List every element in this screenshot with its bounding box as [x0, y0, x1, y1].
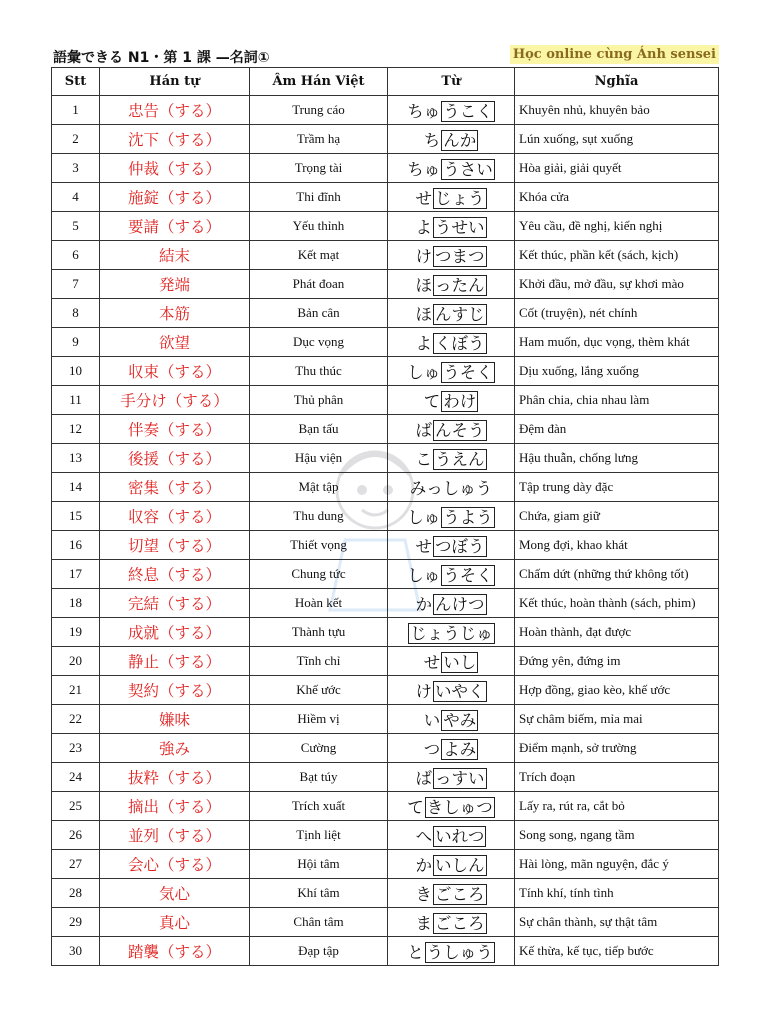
- kana-cell: [388, 850, 515, 879]
- table-row: [52, 734, 719, 763]
- kana-reading: [407, 939, 495, 963]
- table-row: [52, 328, 719, 357]
- kanji-cell: 成就（する）: [100, 618, 250, 647]
- row-number: 14: [52, 473, 100, 502]
- table-row: [52, 705, 719, 734]
- meaning-cell: Mong đợi, khao khát: [515, 531, 719, 560]
- kana-cell: [388, 212, 515, 241]
- meaning-cell: Ham muốn, dục vọng, thèm khát: [515, 328, 719, 357]
- kana-text: みっしゅう: [409, 479, 493, 498]
- meaning-cell: Tính khí, tính tình: [515, 879, 719, 908]
- hanviet-cell: Phát đoan: [250, 270, 388, 299]
- brand-tag: Học online cùng Ánh sensei: [510, 45, 719, 64]
- column-header-hanviet: Âm Hán Việt: [250, 68, 388, 96]
- table-row: [52, 444, 719, 473]
- hanviet-cell: Dục vọng: [250, 328, 388, 357]
- meaning-cell: Khóa cửa: [515, 183, 719, 212]
- kana-boxed-part: うせい: [435, 218, 485, 237]
- kana-cell: [388, 937, 515, 966]
- meaning-cell: Sự châm biếm, mỉa mai: [515, 705, 719, 734]
- hanviet-cell: Thiết vọng: [250, 531, 388, 560]
- meaning-cell: Phân chia, chia nhau làm: [515, 386, 719, 415]
- hanviet-cell: Chung tức: [250, 560, 388, 589]
- meaning-cell: Dịu xuống, lắng xuống: [515, 357, 719, 386]
- kana-cell: [388, 879, 515, 908]
- row-number: 26: [52, 821, 100, 850]
- kana-prefix: つ: [423, 740, 441, 759]
- hanviet-cell: Hiềm vị: [250, 705, 388, 734]
- kana-prefix: け: [415, 682, 432, 701]
- row-number: 16: [52, 531, 100, 560]
- meaning-cell: Sự chân thành, sự thật tâm: [515, 908, 719, 937]
- kana-reading: [407, 620, 495, 644]
- meaning-cell: Đứng yên, đứng im: [515, 647, 719, 676]
- row-number: 7: [52, 270, 100, 299]
- kana-prefix: よ: [415, 218, 432, 237]
- vocabulary-table: [51, 67, 719, 966]
- kana-prefix: い: [423, 711, 441, 730]
- kana-prefix: ま: [415, 914, 432, 933]
- meaning-cell: Chấm dứt (những thứ không tốt): [515, 560, 719, 589]
- kana-cell: [388, 444, 515, 473]
- kana-cell: [388, 270, 515, 299]
- kanji-cell: 契約（する）: [100, 676, 250, 705]
- kana-boxed-part: きしゅつ: [426, 798, 493, 817]
- row-number: 20: [52, 647, 100, 676]
- kana-cell: [388, 531, 515, 560]
- kana-boxed-part: うさい: [443, 160, 493, 179]
- kana-reading: [416, 678, 487, 702]
- kana-reading: [416, 852, 487, 876]
- kana-prefix: ちゅ: [407, 160, 441, 179]
- meaning-cell: Hoàn thành, đạt được: [515, 618, 719, 647]
- row-number: 6: [52, 241, 100, 270]
- table-row: [52, 647, 719, 676]
- table-row: [52, 879, 719, 908]
- kanji-cell: 終息（する）: [100, 560, 250, 589]
- meaning-cell: Trích đoạn: [515, 763, 719, 792]
- hanviet-cell: Hoàn kết: [250, 589, 388, 618]
- table-row: [52, 96, 719, 125]
- table-row: [52, 386, 719, 415]
- kana-cell: [388, 241, 515, 270]
- kana-boxed-part: くぼう: [435, 334, 485, 353]
- kana-boxed-part: うそく: [443, 566, 493, 585]
- table-row: [52, 618, 719, 647]
- kana-reading: [407, 504, 495, 528]
- kana-cell: [388, 618, 515, 647]
- kana-prefix: か: [415, 595, 432, 614]
- kana-reading: [424, 388, 479, 412]
- table-row: [52, 125, 719, 154]
- kana-boxed-part: うえん: [435, 450, 485, 469]
- row-number: 2: [52, 125, 100, 154]
- hanviet-cell: Đạp tập: [250, 937, 388, 966]
- kana-boxed-part: うそく: [443, 363, 493, 382]
- row-number: 25: [52, 792, 100, 821]
- kana-cell: [388, 96, 515, 125]
- kanji-cell: 摘出（する）: [100, 792, 250, 821]
- kana-prefix: て: [423, 392, 441, 411]
- kana-cell: [388, 473, 515, 502]
- kana-cell: [388, 502, 515, 531]
- meaning-cell: Hậu thuẫn, chống lưng: [515, 444, 719, 473]
- kana-cell: [388, 908, 515, 937]
- kana-prefix: け: [415, 247, 432, 266]
- page-title: 語彙できる N1・第 1 課 —名詞①: [53, 50, 270, 66]
- hanviet-cell: Tịnh liệt: [250, 821, 388, 850]
- kana-reading: [424, 707, 479, 731]
- kanji-cell: 発端: [100, 270, 250, 299]
- kana-reading: [424, 127, 479, 151]
- hanviet-cell: Bạn tấu: [250, 415, 388, 444]
- kanji-cell: 完結（する）: [100, 589, 250, 618]
- kanji-cell: 収束（する）: [100, 357, 250, 386]
- hanviet-cell: Tĩnh chỉ: [250, 647, 388, 676]
- kanji-cell: 要請（する）: [100, 212, 250, 241]
- column-header-meaning: Nghĩa: [515, 68, 719, 96]
- kana-reading: [416, 446, 487, 470]
- kana-boxed-part: いし: [443, 653, 477, 672]
- row-number: 19: [52, 618, 100, 647]
- kana-cell: [388, 125, 515, 154]
- meaning-cell: Chứa, giam giữ: [515, 502, 719, 531]
- row-number: 24: [52, 763, 100, 792]
- row-number: 22: [52, 705, 100, 734]
- kanji-cell: 仲裁（する）: [100, 154, 250, 183]
- row-number: 11: [52, 386, 100, 415]
- kanji-cell: 抜粋（する）: [100, 763, 250, 792]
- kana-reading: [407, 562, 495, 586]
- kanji-cell: 沈下（する）: [100, 125, 250, 154]
- table-row: [52, 908, 719, 937]
- kana-cell: [388, 792, 515, 821]
- kana-reading: [410, 475, 493, 499]
- table-row: [52, 270, 719, 299]
- kana-prefix: しゅ: [407, 566, 441, 585]
- row-number: 15: [52, 502, 100, 531]
- page-header: [53, 45, 719, 67]
- hanviet-cell: Bản cân: [250, 299, 388, 328]
- hanviet-cell: Trọng tài: [250, 154, 388, 183]
- kanji-cell: 伴奏（する）: [100, 415, 250, 444]
- table-row: [52, 676, 719, 705]
- row-number: 21: [52, 676, 100, 705]
- hanviet-cell: Thi đĩnh: [250, 183, 388, 212]
- meaning-cell: Lún xuống, sụt xuống: [515, 125, 719, 154]
- row-number: 30: [52, 937, 100, 966]
- kana-cell: [388, 589, 515, 618]
- kana-cell: [388, 676, 515, 705]
- kana-prefix: しゅ: [407, 508, 441, 527]
- hanviet-cell: Thủ phân: [250, 386, 388, 415]
- hanviet-cell: Thu thúc: [250, 357, 388, 386]
- hanviet-cell: Trầm hạ: [250, 125, 388, 154]
- hanviet-cell: Chân tâm: [250, 908, 388, 937]
- meaning-cell: Kết thúc, hoàn thành (sách, phim): [515, 589, 719, 618]
- table-row: [52, 531, 719, 560]
- table-row: [52, 357, 719, 386]
- kana-reading: [416, 533, 487, 557]
- meaning-cell: Kết thúc, phần kết (sách, kịch): [515, 241, 719, 270]
- kanji-cell: 静止（する）: [100, 647, 250, 676]
- kanji-cell: 密集（する）: [100, 473, 250, 502]
- row-number: 8: [52, 299, 100, 328]
- table-row: [52, 212, 719, 241]
- kana-boxed-part: ったん: [435, 276, 485, 295]
- row-number: 23: [52, 734, 100, 763]
- kana-reading: [424, 736, 479, 760]
- kana-reading: [407, 359, 495, 383]
- hanviet-cell: Trung cáo: [250, 96, 388, 125]
- kana-boxed-part: ごころ: [435, 885, 485, 904]
- kana-reading: [407, 794, 495, 818]
- kana-prefix: せ: [415, 537, 432, 556]
- kana-boxed-part: うこく: [443, 102, 493, 121]
- row-number: 4: [52, 183, 100, 212]
- table-row: [52, 299, 719, 328]
- table-row: [52, 241, 719, 270]
- kanji-cell: 施錠（する）: [100, 183, 250, 212]
- hanviet-cell: Bạt túy: [250, 763, 388, 792]
- kana-boxed-part: んそう: [435, 421, 485, 440]
- kana-prefix: か: [415, 856, 432, 875]
- kana-prefix: て: [407, 798, 424, 817]
- kana-reading: [416, 591, 487, 615]
- kana-prefix: こ: [415, 450, 432, 469]
- table-row: [52, 415, 719, 444]
- table-row: [52, 473, 719, 502]
- row-number: 9: [52, 328, 100, 357]
- kana-boxed-part: わけ: [443, 392, 477, 411]
- hanviet-cell: Mật tập: [250, 473, 388, 502]
- kana-boxed-part: つぼう: [435, 537, 485, 556]
- meaning-cell: Song song, ngang tầm: [515, 821, 719, 850]
- row-number: 18: [52, 589, 100, 618]
- kana-reading: [416, 881, 487, 905]
- kana-prefix: ほ: [415, 305, 432, 324]
- kanji-cell: 後援（する）: [100, 444, 250, 473]
- kana-boxed-part: いれつ: [435, 827, 485, 846]
- meaning-cell: Khởi đầu, mở đầu, sự khơi mào: [515, 270, 719, 299]
- row-number: 28: [52, 879, 100, 908]
- meaning-cell: Cốt (truyện), nét chính: [515, 299, 719, 328]
- kana-prefix: せ: [415, 189, 432, 208]
- hanviet-cell: Yếu thỉnh: [250, 212, 388, 241]
- kana-cell: [388, 821, 515, 850]
- kana-cell: [388, 415, 515, 444]
- kanji-cell: 忠告（する）: [100, 96, 250, 125]
- kana-prefix: ちゅ: [407, 102, 441, 121]
- row-number: 13: [52, 444, 100, 473]
- kana-cell: [388, 299, 515, 328]
- kanji-cell: 欲望: [100, 328, 250, 357]
- hanviet-cell: Hội tâm: [250, 850, 388, 879]
- table-header-row: [52, 68, 719, 96]
- kana-cell: [388, 386, 515, 415]
- row-number: 10: [52, 357, 100, 386]
- table-row: [52, 792, 719, 821]
- column-header-word: Từ: [388, 68, 515, 96]
- kana-prefix: き: [415, 885, 432, 904]
- row-number: 3: [52, 154, 100, 183]
- kana-prefix: ほ: [415, 276, 432, 295]
- kana-reading: [416, 330, 487, 354]
- table-row: [52, 589, 719, 618]
- table-row: [52, 154, 719, 183]
- hanviet-cell: Khí tâm: [250, 879, 388, 908]
- kanji-cell: 気心: [100, 879, 250, 908]
- hanviet-cell: Hậu viện: [250, 444, 388, 473]
- kana-prefix: と: [407, 943, 424, 962]
- kana-reading: [416, 214, 487, 238]
- hanviet-cell: Cường: [250, 734, 388, 763]
- row-number: 27: [52, 850, 100, 879]
- meaning-cell: Đệm đàn: [515, 415, 719, 444]
- kana-reading: [416, 765, 487, 789]
- kana-boxed-part: っすい: [435, 769, 485, 788]
- kana-boxed-part: ごころ: [435, 914, 485, 933]
- kana-boxed-part: よみ: [443, 740, 477, 759]
- hanviet-cell: Trích xuất: [250, 792, 388, 821]
- kana-prefix: ち: [423, 131, 441, 150]
- kana-cell: [388, 734, 515, 763]
- meaning-cell: Điểm mạnh, sở trường: [515, 734, 719, 763]
- meaning-cell: Lấy ra, rút ra, cắt bỏ: [515, 792, 719, 821]
- kanji-cell: 結末: [100, 241, 250, 270]
- kana-boxed-part: いしん: [435, 856, 485, 875]
- hanviet-cell: Thu dung: [250, 502, 388, 531]
- table-row: [52, 821, 719, 850]
- kana-reading: [416, 823, 487, 847]
- kana-cell: [388, 705, 515, 734]
- kana-cell: [388, 763, 515, 792]
- meaning-cell: Hòa giải, giải quyết: [515, 154, 719, 183]
- row-number: 29: [52, 908, 100, 937]
- table-row: [52, 502, 719, 531]
- kana-boxed-part: んすじ: [435, 305, 485, 324]
- kanji-cell: 手分け（する）: [100, 386, 250, 415]
- kana-reading: [416, 417, 487, 441]
- kanji-cell: 切望（する）: [100, 531, 250, 560]
- table-row: [52, 937, 719, 966]
- kana-prefix: よ: [415, 334, 432, 353]
- row-number: 1: [52, 96, 100, 125]
- meaning-cell: Tập trung dày đặc: [515, 473, 719, 502]
- kana-boxed-part: んか: [443, 131, 477, 150]
- kana-prefix: へ: [415, 827, 433, 846]
- kana-boxed-part: やみ: [443, 711, 477, 730]
- row-number: 5: [52, 212, 100, 241]
- kana-prefix: せ: [423, 653, 441, 672]
- row-number: 17: [52, 560, 100, 589]
- table-body: [52, 96, 719, 966]
- kana-prefix: しゅ: [407, 363, 441, 382]
- row-number: 12: [52, 415, 100, 444]
- hanviet-cell: Thành tựu: [250, 618, 388, 647]
- table-row: [52, 183, 719, 212]
- meaning-cell: Hài lòng, mãn nguyện, đắc ý: [515, 850, 719, 879]
- meaning-cell: Khuyên nhủ, khuyên bảo: [515, 96, 719, 125]
- meaning-cell: Kế thừa, kế tục, tiếp bước: [515, 937, 719, 966]
- kana-reading: [416, 185, 487, 209]
- kana-boxed-part: んけつ: [435, 595, 485, 614]
- table-row: [52, 763, 719, 792]
- kana-boxed-part: じょう: [435, 189, 485, 208]
- kana-boxed-part: つまつ: [435, 247, 485, 266]
- kanji-cell: 踏襲（する）: [100, 937, 250, 966]
- kana-reading: [416, 301, 487, 325]
- kana-reading: [416, 910, 487, 934]
- kanji-cell: 本筋: [100, 299, 250, 328]
- kana-prefix: ば: [415, 421, 432, 440]
- kanji-cell: 嫌味: [100, 705, 250, 734]
- kana-boxed-part: じょうじゅ: [410, 624, 493, 643]
- kana-reading: [407, 98, 495, 122]
- kanji-cell: 並列（する）: [100, 821, 250, 850]
- kana-boxed-part: うよう: [443, 508, 493, 527]
- kana-prefix: ば: [415, 769, 432, 788]
- kana-cell: [388, 154, 515, 183]
- kanji-cell: 真心: [100, 908, 250, 937]
- table-row: [52, 560, 719, 589]
- kana-reading: [416, 272, 487, 296]
- meaning-cell: Hợp đồng, giao kèo, khế ước: [515, 676, 719, 705]
- kana-reading: [424, 649, 479, 673]
- kana-boxed-part: いやく: [435, 682, 485, 701]
- kana-cell: [388, 183, 515, 212]
- column-header-stt: Stt: [52, 68, 100, 96]
- kana-reading: [407, 156, 495, 180]
- kanji-cell: 強み: [100, 734, 250, 763]
- kana-boxed-part: うしゅう: [426, 943, 493, 962]
- kana-cell: [388, 357, 515, 386]
- kana-cell: [388, 560, 515, 589]
- table-row: [52, 850, 719, 879]
- kana-cell: [388, 328, 515, 357]
- column-header-kanji: Hán tự: [100, 68, 250, 96]
- kanji-cell: 収容（する）: [100, 502, 250, 531]
- kanji-cell: 会心（する）: [100, 850, 250, 879]
- hanviet-cell: Kết mạt: [250, 241, 388, 270]
- kana-reading: [416, 243, 487, 267]
- hanviet-cell: Khế ước: [250, 676, 388, 705]
- meaning-cell: Yêu cầu, đề nghị, kiến nghị: [515, 212, 719, 241]
- kana-cell: [388, 647, 515, 676]
